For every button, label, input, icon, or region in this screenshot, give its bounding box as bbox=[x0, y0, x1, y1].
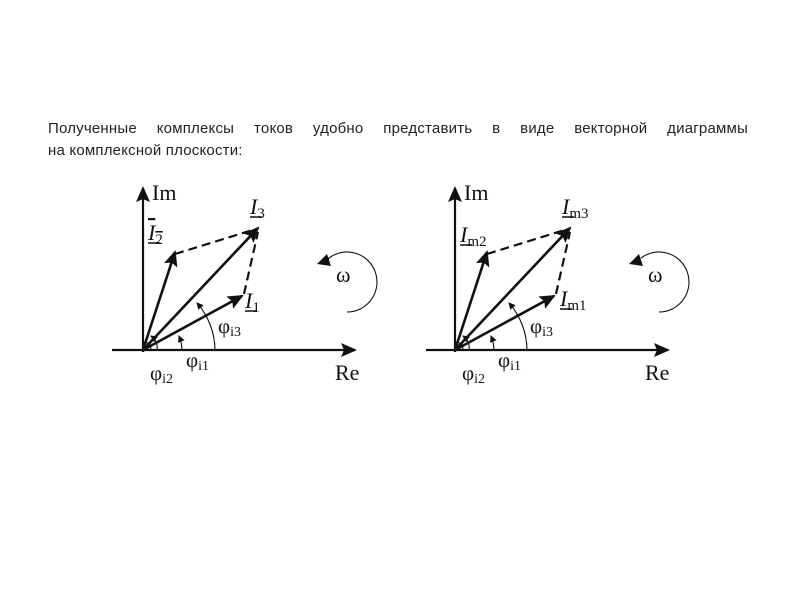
label-omega: ω bbox=[336, 262, 351, 287]
label-phi-i3-main: φ bbox=[218, 314, 231, 338]
label-phi-i3 bbox=[530, 314, 553, 340]
label-i2 bbox=[147, 220, 163, 248]
label-phi-i3-sub: i3 bbox=[542, 325, 554, 340]
label-i1 bbox=[244, 288, 260, 316]
label-phi-i1 bbox=[498, 348, 521, 374]
label-phi-i2-main: φ bbox=[150, 361, 163, 385]
label-phi-i1-main: φ bbox=[498, 348, 511, 372]
re-axis-label: Re bbox=[645, 360, 670, 385]
label-phi-i1-sub: i1 bbox=[198, 359, 210, 374]
label-phi-i2-sub: i2 bbox=[474, 372, 486, 387]
label-phi-i1-main: φ bbox=[186, 348, 199, 372]
arc-phi-i1 bbox=[491, 336, 494, 350]
re-axis-label: Re bbox=[335, 360, 360, 385]
label-phi-i2 bbox=[462, 361, 485, 387]
label-phi-i1 bbox=[186, 348, 209, 374]
label-i2-main: I bbox=[148, 220, 156, 245]
label-im1 bbox=[559, 286, 587, 314]
label-im3 bbox=[561, 194, 589, 222]
arc-phi-i1 bbox=[179, 336, 182, 350]
label-im1-main: I bbox=[560, 286, 568, 311]
omega-arrowhead-icon bbox=[629, 254, 643, 266]
arc-phi-i3 bbox=[509, 303, 527, 350]
label-phi-i3-main: φ bbox=[530, 314, 543, 338]
im-axis-label: Im bbox=[152, 180, 177, 205]
label-i2-sub: 2 bbox=[155, 232, 163, 248]
label-im1-sub: m1 bbox=[567, 298, 587, 314]
label-im2 bbox=[459, 222, 487, 250]
omega-arrowhead-icon bbox=[317, 254, 331, 266]
label-omega: ω bbox=[648, 262, 663, 287]
label-phi-i1-sub: i1 bbox=[510, 359, 522, 374]
label-im2-main: I bbox=[460, 222, 468, 247]
label-phi-i3-sub: i3 bbox=[230, 325, 242, 340]
label-phi-i2-main: φ bbox=[462, 361, 475, 385]
arc-phi-i3 bbox=[197, 303, 215, 350]
label-im3-sub: m3 bbox=[569, 206, 589, 222]
caption-line-2: на комплексной плоскости: bbox=[48, 142, 243, 159]
label-phi-i2 bbox=[150, 361, 173, 387]
label-phi-i2-sub: i2 bbox=[162, 372, 174, 387]
caption-line-1: Полученные комплексы токов удобно представить в виде векторной диаграммы bbox=[48, 120, 748, 137]
diagram-left bbox=[112, 180, 377, 387]
label-im3-main: I bbox=[562, 194, 570, 219]
label-i3-main: I bbox=[250, 194, 258, 219]
label-im2-sub: m2 bbox=[467, 234, 487, 250]
label-i1-sub: 1 bbox=[252, 300, 260, 316]
label-phi-i3 bbox=[218, 314, 241, 340]
label-i3-sub: 3 bbox=[257, 206, 265, 222]
label-i1-main: I bbox=[245, 288, 253, 313]
label-i3 bbox=[249, 194, 265, 222]
diagram-right bbox=[426, 180, 689, 387]
im-axis-label: Im bbox=[464, 180, 489, 205]
